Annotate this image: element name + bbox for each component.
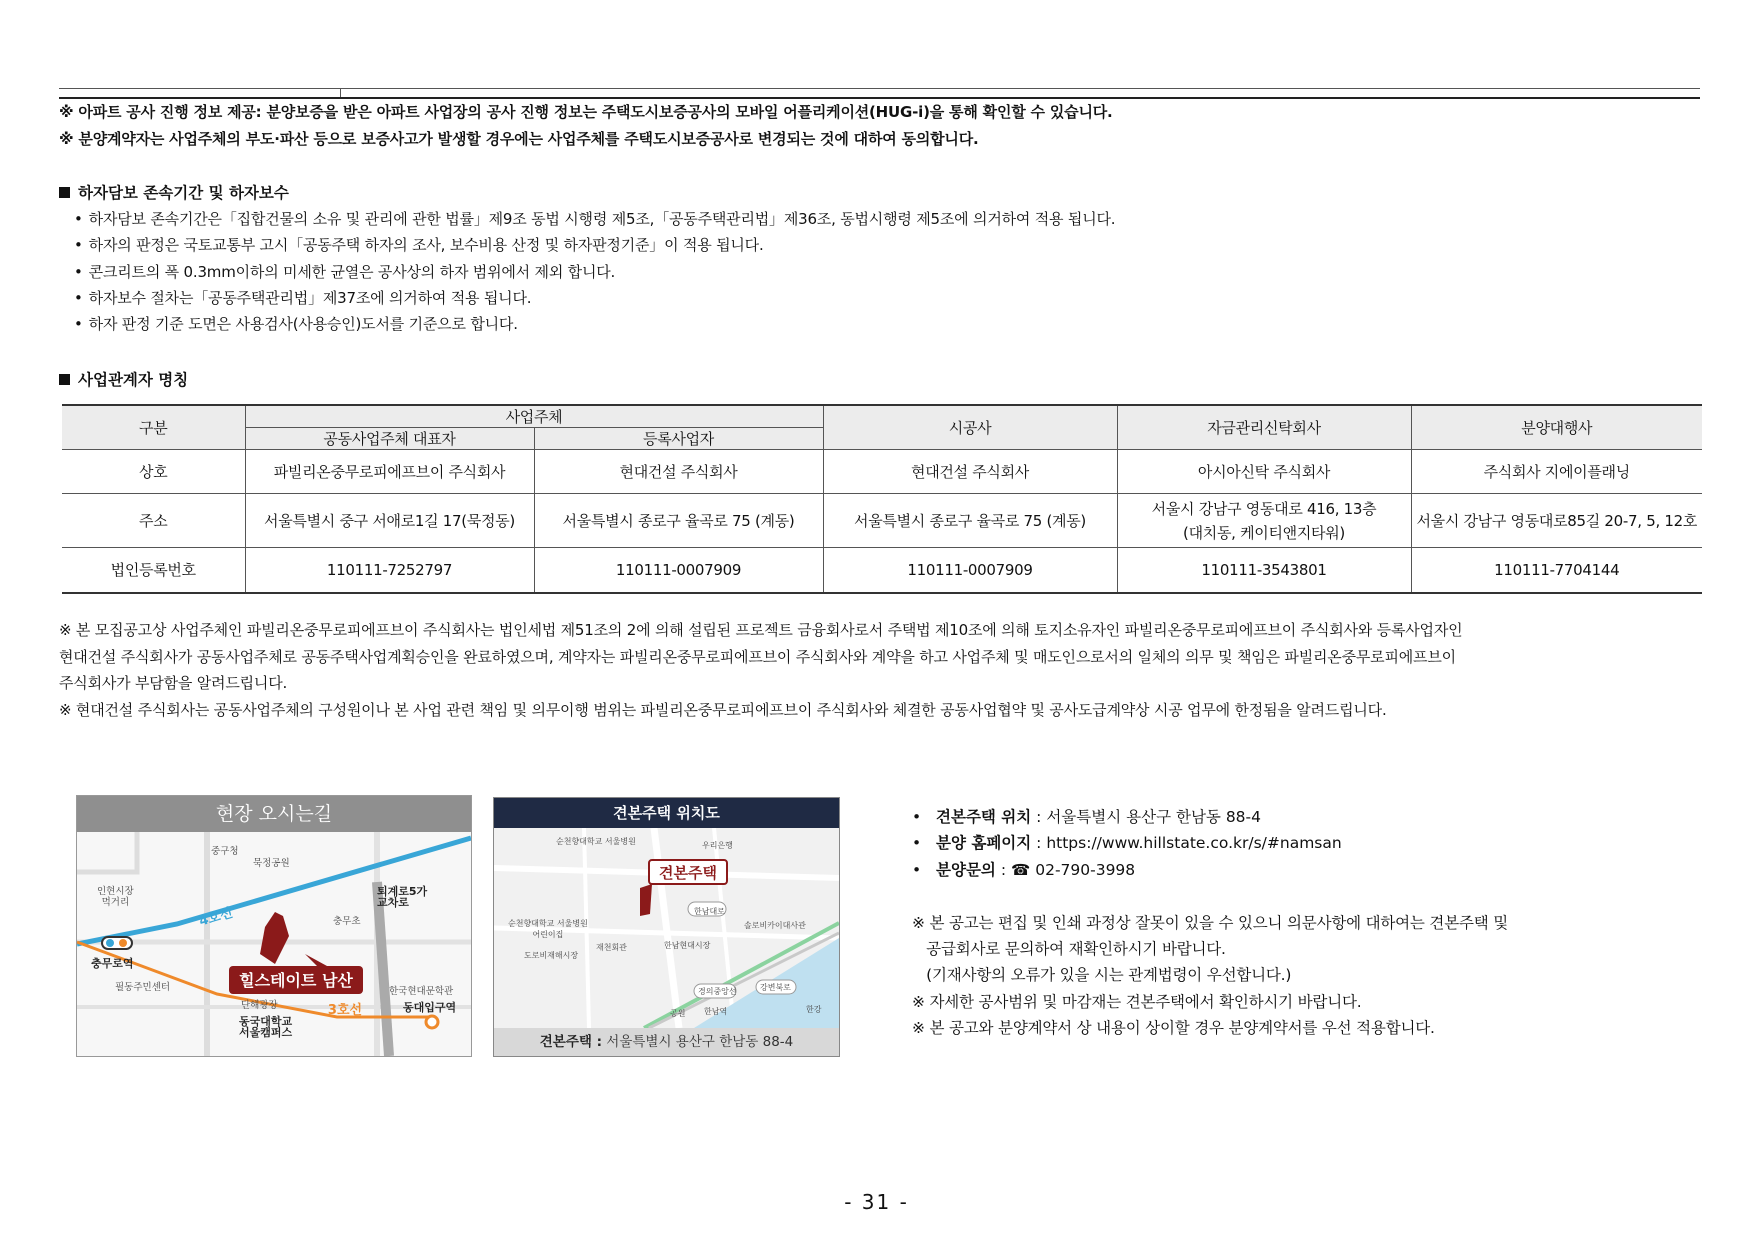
notice-hug: ※ 아파트 공사 진행 정보 제공: 분양보증을 받은 아파트 사업장의 공사 진행 정보는 주택도시보증공사의 모바일 어플리케이션(HUG-i)을 통해 확인할 수 있습니다. bbox=[59, 103, 1113, 121]
defect-item: • 하자보수 절차는「공동주택관리법」제37조에 의거하여 적용 됩니다. bbox=[74, 289, 532, 307]
table-cell: 110111-3543801 bbox=[1117, 548, 1411, 593]
model-map-footer-address: 서울특별시 용산구 한남동 88-4 bbox=[606, 1034, 794, 1050]
parties-section-title: 사업관계자 명칭 bbox=[59, 368, 188, 390]
row-label: 상호 bbox=[62, 450, 245, 494]
info-model-house-location: • 견본주택 위치 : 서울특별시 용산구 한남동 88-4 bbox=[912, 808, 1261, 826]
map-label: 필동주민센터 bbox=[115, 982, 171, 993]
defect-item: • 하자담보 존속기간은「집합건물의 소유 및 관리에 관한 법률」제9조 동법 시행령 제5조,「공동주택관리법」제36조, 동법시행령 제5조에 의거하여 적용 됩니다. bbox=[74, 210, 1116, 228]
header-trust: 자금관리신탁회사 bbox=[1117, 405, 1411, 450]
header-category: 구분 bbox=[62, 405, 245, 450]
square-bullet-icon bbox=[59, 187, 70, 198]
map-label: 동국대학교 서울캠퍼스 bbox=[239, 1015, 293, 1039]
map-label: 동대입구역 bbox=[403, 1001, 457, 1014]
map-label: 묵정공원 bbox=[253, 858, 290, 869]
table-cell: 110111-7704144 bbox=[1411, 548, 1702, 593]
table-cell: 현대건설 주식회사 bbox=[823, 450, 1117, 494]
table-cell: 110111-7252797 bbox=[245, 548, 534, 593]
map-label: 한강 bbox=[806, 1005, 822, 1014]
map-label: 순천향대학교 서울병원 bbox=[556, 837, 636, 846]
table-row bbox=[62, 548, 1702, 593]
header-contractor: 시공사 bbox=[823, 405, 1117, 450]
map-label: 강변북로 bbox=[760, 983, 791, 992]
map-label: 한남대로 bbox=[694, 907, 725, 916]
map-label: 경의중앙선 bbox=[698, 987, 737, 996]
model-map-title: 견본주택 위치도 bbox=[494, 798, 839, 828]
page-number: - 31 - bbox=[844, 1190, 909, 1214]
map-label: 단해광장 bbox=[241, 1000, 278, 1011]
table-cell: 파빌리온중무로피에프브이 주식회사 bbox=[245, 450, 534, 494]
notice-guarantee: ※ 분양계약자는 사업주체의 부도·파산 등으로 보증사고가 발생할 경우에는 사업주체를 주택도시보증공사로 변경되는 것에 대하여 동의합니다. bbox=[59, 130, 979, 148]
homepage-link[interactable]: https://www.hillstate.co.kr/s/#namsan bbox=[1046, 834, 1342, 852]
note-line: (기재사항의 오류가 있을 시는 관계법령이 우선합니다.) bbox=[912, 966, 1292, 984]
top-rule-thick bbox=[59, 97, 1700, 99]
map-label: 도로비재해시장 bbox=[524, 951, 579, 960]
map-label: 공원 bbox=[670, 1009, 686, 1018]
note-line: 공급회사로 문의하여 재확인하시기 바랍니다. bbox=[912, 940, 1226, 958]
model-map-footer bbox=[494, 1028, 839, 1056]
map-label: 충무초 bbox=[333, 916, 361, 927]
line3-label: 3호선 bbox=[327, 1003, 363, 1018]
map-label: 중구청 bbox=[211, 846, 239, 857]
table-cell: 110111-0007909 bbox=[823, 548, 1117, 593]
paragraph-line: 현대건설 주식회사가 공동사업주체로 공동주택사업계획승인을 완료하였으며, 계약자는 파빌리온중무로피에프브이 주식회사와 계약을 하고 사업주체 및 매도인으로서의 일체의 의무 및 책임은 파빌리온중무로피에프브이 bbox=[59, 648, 1456, 666]
defect-item: • 하자의 판정은 국토교통부 고시「공동주택 하자의 조사, 보수비용 산정 및 하자판정기준」이 적용 됩니다. bbox=[74, 236, 764, 254]
row-label: 주소 bbox=[62, 494, 245, 548]
map-label: 한남역 bbox=[704, 1007, 728, 1016]
map-label: 한남현대시장 bbox=[664, 941, 711, 950]
table-cell: 아시아신탁 주식회사 bbox=[1117, 450, 1411, 494]
info-inquiry: • 분양문의 : ☎ 02-790-3998 bbox=[912, 861, 1136, 879]
header-registered: 등록사업자 bbox=[534, 428, 823, 450]
table-cell: 110111-0007909 bbox=[534, 548, 823, 593]
table-row bbox=[62, 450, 1702, 494]
phone-number[interactable]: ☎ 02-790-3998 bbox=[1010, 861, 1136, 879]
top-rule-thin bbox=[59, 88, 1700, 89]
map-label: 인현시장 먹거리 bbox=[97, 886, 134, 908]
defect-section-title: 하자담보 존속기간 및 하자보수 bbox=[59, 181, 289, 203]
note-line: ※ 본 공고는 편집 및 인쇄 과정상 잘못이 있을 수 있으니 의문사항에 대하여는 견본주택 및 bbox=[912, 914, 1509, 932]
defect-item: • 하자 판정 기준 도면은 사용검사(사용승인)도서를 기준으로 합니다. bbox=[74, 315, 518, 333]
model-house-map bbox=[493, 797, 840, 1057]
map-label: 퇴계로5가 교차로 bbox=[377, 885, 428, 909]
row-label: 법인등록번호 bbox=[62, 548, 245, 593]
map-label: 재천회관 bbox=[596, 943, 627, 952]
map-label: 우리은행 bbox=[702, 841, 733, 850]
header-joint-rep: 공동사업주체 대표자 bbox=[245, 428, 534, 450]
site-map-title: 현장 오시는길 bbox=[77, 796, 471, 832]
parties-table bbox=[62, 404, 1702, 594]
table-row bbox=[62, 494, 1702, 548]
note-line: ※ 자세한 공사범위 및 마감재는 견본주택에서 확인하시기 바랍니다. bbox=[912, 993, 1362, 1011]
table-cell: 현대건설 주식회사 bbox=[534, 450, 823, 494]
paragraph-line: ※ 현대건설 주식회사는 공동사업주체의 구성원이나 본 사업 관련 책임 및 의무이행 범위는 파빌리온중무로피에프브이 주식회사와 체결한 공동사업협약 및 공사도급계약상 시공 업무에 한정됨을 알려드립니다. bbox=[59, 701, 1387, 719]
line4-label: 4호선 bbox=[197, 905, 235, 930]
hillstate-label: 힐스테이트 남산 bbox=[239, 971, 353, 990]
map-label: 충무로역 bbox=[91, 957, 134, 970]
info-homepage: • 분양 홈페이지 : https://www.hillstate.co.kr/s/#namsan bbox=[912, 834, 1342, 852]
table-cell: 서울특별시 중구 서애로1길 17(묵정동) bbox=[245, 494, 534, 548]
paragraph-line: ※ 본 모집공고상 사업주체인 파빌리온중무로피에프브이 주식회사는 법인세법 제51조의 2에 의해 설립된 프로젝트 금융회사로서 주택법 제10조에 의해 토지소유자인 파빌리온중무로피에프브이 주식회사와 등록사업자인 bbox=[59, 621, 1463, 639]
model-map-footer-label: 견본주택 : bbox=[539, 1034, 602, 1050]
model-house-label: 견본주택 bbox=[659, 864, 717, 882]
map-label: 순천향대학교 서울병원 어린이집 bbox=[508, 919, 588, 939]
table-cell: 서울시 강남구 영동대로85길 20-7, 5, 12호 bbox=[1411, 494, 1702, 548]
defect-item: • 콘크리트의 폭 0.3mm이하의 미세한 균열은 공사상의 하자 범위에서 제외 합니다. bbox=[74, 263, 616, 281]
site-directions-map bbox=[76, 795, 472, 1057]
map-label: 한국현대문학관 bbox=[389, 986, 454, 997]
note-line: ※ 본 공고와 분양계약서 상 내용이 상이할 경우 분양계약서를 우선 적용합니다. bbox=[912, 1019, 1435, 1037]
paragraph-line: 주식회사가 부담함을 알려드립니다. bbox=[59, 674, 288, 692]
top-rule-tick bbox=[340, 88, 341, 97]
header-business-entity: 사업주체 bbox=[245, 405, 823, 428]
table-cell: 주식회사 지에이플래닝 bbox=[1411, 450, 1702, 494]
map-label: 솔로비카이대사관 bbox=[744, 921, 806, 930]
header-agency: 분양대행사 bbox=[1411, 405, 1702, 450]
table-cell: 서울특별시 종로구 율곡로 75 (계동) bbox=[823, 494, 1117, 548]
square-bullet-icon bbox=[59, 374, 70, 385]
table-cell: 서울시 강남구 영동대로 416, 13층 (대치동, 케이티앤지타워) bbox=[1117, 494, 1411, 548]
table-cell: 서울특별시 종로구 율곡로 75 (계동) bbox=[534, 494, 823, 548]
